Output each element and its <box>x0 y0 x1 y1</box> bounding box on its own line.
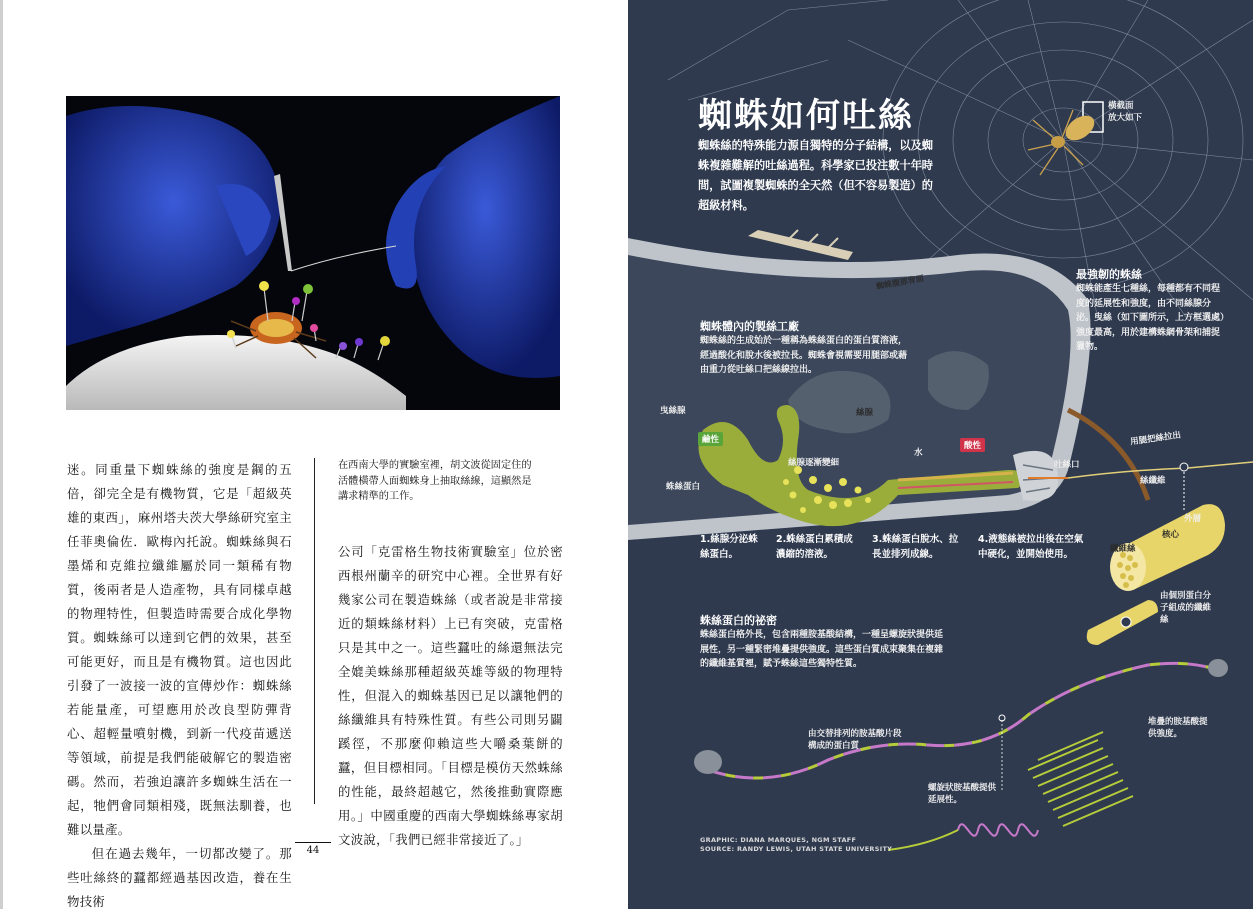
label-acid: 酸性 <box>960 438 985 452</box>
column-divider <box>314 458 315 804</box>
secret-body: 蛛絲蛋白格外長，包含兩種胺基酸結構，一種呈螺旋狀提供延展性，另一種緊密堆疊提供強度。這些蛋白質成束聚集在複雜的纖維基質裡，賦予蛛絲這些獨特性質。 <box>700 630 944 669</box>
page-number: 44 <box>306 845 320 856</box>
credit-graphic: GRAPHIC: DIANA MARQUES, NGM STAFF <box>700 836 857 844</box>
label-duct: 絲腺逐漸變細 <box>788 458 840 468</box>
step-1: 1.絲腺分泌蛛絲蛋白。 <box>700 534 758 560</box>
secret-title: 蛛絲蛋白的祕密 <box>700 614 777 627</box>
infographic-intro: 蜘蛛絲的特殊能力源自獨特的分子結構，以及蜘蛛複雜難解的吐絲過程。科學家已投注數十年時間，試圖複製蜘蛛的全天然（但不容易製造）的超級材料。 <box>698 139 933 212</box>
step-2: 2.蛛絲蛋白累積成濃縮的溶液。 <box>776 534 853 560</box>
body-column-1 <box>67 458 292 914</box>
label-fiber: 絲纖維 <box>1140 476 1166 486</box>
protein-chain-illustration <box>708 663 1218 778</box>
left-page <box>0 0 628 909</box>
label-gland: 絲腺 <box>856 408 874 418</box>
page-number-rule <box>295 842 331 843</box>
label-stacked-amino: 堆疊的胺基酸提供強度。 <box>1148 717 1208 739</box>
lab-photo <box>66 96 560 410</box>
body-paragraph: 但在過去幾年，一切都改變了。那些吐絲終的蠶都經過基因改造，養在生物技術 <box>67 846 292 909</box>
label-fibril-note: 由個別蛋白分子組成的纖維絲 <box>1160 591 1212 625</box>
label-core: 核心 <box>1162 530 1180 540</box>
label-spidroin: 蛛絲蛋白 <box>666 482 701 492</box>
strongest-title: 最強韌的蛛絲 <box>1076 268 1142 281</box>
label-outer: 外層 <box>1184 514 1202 524</box>
label-spiral-amino: 螺旋狀胺基酸提供延展性。 <box>928 783 997 805</box>
step-4: 4.液態絲被拉出後在空氣中硬化，並開始使用。 <box>978 534 1084 560</box>
step-3: 3.蛛絲蛋白脫水、拉長並排列成線。 <box>872 534 959 560</box>
body-column-2: 公司「克雷格生物技術實驗室」位於密西根州蘭辛的研究中心裡。全世界有好幾家公司在製造蛛絲（或者說是非常接近的類蛛絲材料）上已有突破，克雷格只是其中之一。這些蠶吐的絲還無法完全媲美蛛絲那種超級英雄等級的物理特性，但混入的蜘蛛基因已足以讓牠們的絲纖維具有特殊性質。有些公司則另闢蹊徑，不那麼仰賴這些大嚼桑葉餅的蠶，但目標相同。「目標是模仿天然蛛絲的性能，最終超越它，然後推動實際應用。」中國重慶的西南大學蜘蛛絲專家胡文波說，「我們已經非常接近了。」 <box>338 544 563 847</box>
label-spinneret: 吐絲口 <box>1054 460 1080 470</box>
label-water: 水 <box>914 448 923 458</box>
credit-source: SOURCE: RANDY LEWIS, UTAH STATE UNIVERSITY <box>700 845 893 853</box>
body-paragraph: 迷。同重量下蜘蛛絲的強度是鋼的五倍，卻完全是有機物質，它是「超級英雄的東西」，麻州塔夫茨大學絲研究室主任菲奧倫佐．歐梅內托說。蜘蛛絲與石墨烯和克維拉纖維屬於同一類稀有物質，後兩者是人造產物，具有同樣卓越的物理特性，但製造時需要合成化學物質。蜘蛛絲可以達到它們的效果，甚至可能更好，而且是有機物質。這也因此引發了一波接一波的宣傳炒作：蜘蛛絲若能量產，可望應用於改良型防彈背心、超輕量噴射機，到新一代疫苗遞送等領域，前提是我們能破解它的製造密碼。然而，若強迫讓許多蜘蛛生活在一起，牠們會同類相殘，既無法馴養，也難以量產。 <box>67 462 292 837</box>
factory-title: 蜘蛛體內的製絲工廠 <box>700 320 799 333</box>
infographic <box>628 0 1253 909</box>
infographic-title: 蜘蛛如何吐絲 <box>698 96 914 136</box>
label-fibril: 纖維絲 <box>1110 544 1136 554</box>
label-protein-chain: 由交替排列的胺基酸片段構成的蛋白質 <box>808 729 902 751</box>
factory-body: 蜘蛛絲的生成始於一種稱為蛛絲蛋白的蛋白質溶液，經過酸化和脫水後被拉長。蜘蛛會視需要用腿部或藉由重力從吐絲口把絲線拉出。 <box>700 336 908 375</box>
label-dragline-gland: 曳絲腺 <box>660 406 686 416</box>
photo-caption: 在西南大學的實驗室裡，胡文波從固定住的活體橫帶人面蜘蛛身上抽取絲線，這顯然是講求精準的工作。 <box>338 460 532 502</box>
label-neutral: 鹼性 <box>698 432 723 446</box>
crosssection-note: 橫截面 放大如下 <box>1108 101 1143 123</box>
graphic-credit <box>700 836 892 854</box>
abdomen-label: 蜘蛛腹部背面 <box>875 273 925 292</box>
strongest-body: 蜘蛛能產生七種絲，每種都有不同程度的延展性和強度，由不同絲腺分泌。曳絲（如下圖所示，上方框選處）強度最高，用於建構蛛網骨架和捕捉獵物。 <box>1076 284 1225 352</box>
label-pull: 用腿把絲拉出 <box>1129 430 1182 448</box>
